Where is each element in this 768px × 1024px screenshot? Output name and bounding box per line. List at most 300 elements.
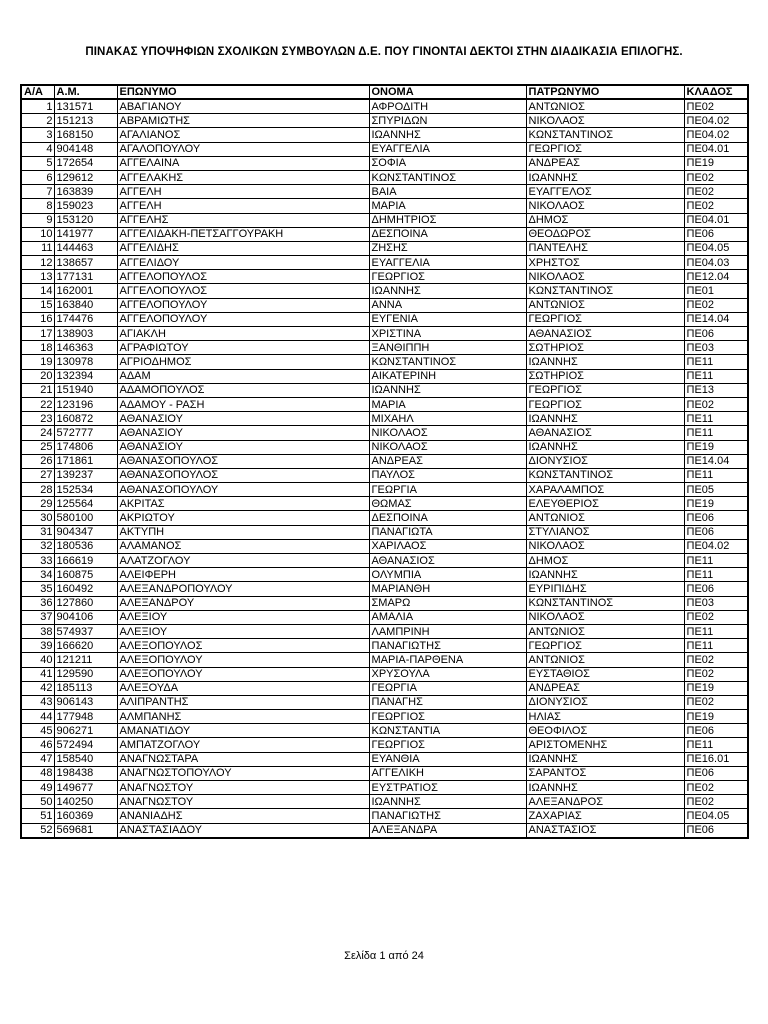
cell-surname: ΑΛΕΞΟΠΟΥΛΟΥ [117,653,369,667]
cell-branch: ΠΕ19 [684,710,748,724]
cell-am: 580100 [54,511,117,525]
cell-branch: ΠΕ19 [684,497,748,511]
cell-aa: 18 [21,341,54,355]
cell-name: ΜΙΧΑΗΛ [369,412,526,426]
cell-name: ΚΩΝΣΤΑΝΤΙΑ [369,724,526,738]
cell-branch: ΠΕ06 [684,525,748,539]
cell-name: ΓΕΩΡΓΙΟΣ [369,710,526,724]
cell-patronymic: ΑΛΕΞΑΝΔΡΟΣ [526,795,684,809]
cell-am: 160369 [54,809,117,823]
cell-patronymic: ΣΤΥΛΙΑΝΟΣ [526,525,684,539]
cell-am: 163840 [54,298,117,312]
cell-name: ΑΦΡΟΔΙΤΗ [369,99,526,114]
cell-aa: 49 [21,781,54,795]
cell-am: 166619 [54,554,117,568]
cell-name: ΕΥΑΓΓΕΛΙΑ [369,142,526,156]
cell-surname: ΑΛΕΞΙΟΥ [117,610,369,624]
table-row [21,383,748,397]
cell-surname: ΑΛΕΞΑΝΔΡΟΥ [117,596,369,610]
cell-surname: ΑΘΑΝΑΣΟΠΟΥΛΟΥ [117,483,369,497]
cell-am: 160875 [54,568,117,582]
cell-am: 159023 [54,199,117,213]
cell-patronymic: ΙΩΑΝΝΗΣ [526,170,684,184]
col-header-branch: ΚΛΑΔΟΣ [684,85,748,99]
cell-surname: ΑΓΓΕΛΟΠΟΥΛΟΥ [117,312,369,326]
table-row [21,681,748,695]
table-row [21,327,748,341]
document-title: ΠΙΝΑΚΑΣ ΥΠΟΨΗΦΙΩΝ ΣΧΟΛΙΚΩΝ ΣΥΜΒΟΥΛΩΝ Δ.Ε. ΠΟΥ ΓΙΝΟΝΤΑΙ ΔΕΚΤΟΙ ΣΤΗΝ ΔΙΑΔΙΚΑΣΙΑ ΕΠΙΛΟΓΗΣ. [85,46,683,58]
cell-am: 198438 [54,766,117,780]
cell-patronymic: ΘΕΟΦΙΛΟΣ [526,724,684,738]
table-row [21,511,748,525]
cell-patronymic: ΔΗΜΟΣ [526,213,684,227]
cell-am: 569681 [54,823,117,838]
cell-branch: ΠΕ06 [684,766,748,780]
cell-aa: 22 [21,397,54,411]
cell-am: 140250 [54,795,117,809]
cell-am: 129590 [54,667,117,681]
cell-surname: ΑΘΑΝΑΣΟΠΟΥΛΟΣ [117,454,369,468]
cell-surname: ΑΚΤΥΠΗ [117,525,369,539]
cell-surname: ΑΛΕΙΦΕΡΗ [117,568,369,582]
cell-patronymic: ΝΙΚΟΛΑΟΣ [526,270,684,284]
cell-aa: 36 [21,596,54,610]
cell-surname: ΑΓΓΕΛΙΔΟΥ [117,256,369,270]
cell-aa: 25 [21,440,54,454]
cell-aa: 37 [21,610,54,624]
cell-name: ΚΩΝΣΤΑΝΤΙΝΟΣ [369,170,526,184]
cell-branch: ΠΕ06 [684,823,748,838]
cell-patronymic: ΣΩΤΗΡΙΟΣ [526,341,684,355]
cell-branch: ΠΕ04.01 [684,213,748,227]
cell-aa: 23 [21,412,54,426]
cell-patronymic: ΓΕΩΡΓΙΟΣ [526,397,684,411]
cell-aa: 28 [21,483,54,497]
cell-surname: ΑΜΠΑΤΖΟΓΛΟΥ [117,738,369,752]
cell-aa: 13 [21,270,54,284]
cell-branch: ΠΕ19 [684,156,748,170]
cell-name: ΚΩΝΣΤΑΝΤΙΝΟΣ [369,355,526,369]
cell-aa: 20 [21,369,54,383]
cell-am: 904106 [54,610,117,624]
cell-branch: ΠΕ11 [684,355,748,369]
cell-name: ΣΜΑΡΩ [369,596,526,610]
cell-name: ΝΙΚΟΛΑΟΣ [369,426,526,440]
cell-am: 174476 [54,312,117,326]
cell-am: 129612 [54,170,117,184]
table-row [21,568,748,582]
cell-branch: ΠΕ02 [684,99,748,114]
table-row [21,809,748,823]
table-row [21,724,748,738]
cell-am: 904347 [54,525,117,539]
table-row [21,539,748,553]
table-row [21,582,748,596]
cell-name: ΑΛΕΞΑΝΔΡΑ [369,823,526,838]
col-header-am: Α.Μ. [54,85,117,99]
cell-aa: 19 [21,355,54,369]
cell-branch: ΠΕ06 [684,327,748,341]
cell-surname: ΑΒΡΑΜΙΩΤΗΣ [117,114,369,128]
table-row [21,256,748,270]
cell-name: ΧΑΡΙΛΑΟΣ [369,539,526,553]
cell-aa: 50 [21,795,54,809]
cell-am: 131571 [54,99,117,114]
cell-surname: ΑΓΑΛΟΠΟΥΛΟΥ [117,142,369,156]
cell-aa: 30 [21,511,54,525]
cell-aa: 14 [21,284,54,298]
cell-surname: ΑΚΡΙΩΤΟΥ [117,511,369,525]
cell-surname: ΑΔΑΜΟΠΟΥΛΟΣ [117,383,369,397]
cell-surname: ΑΓΑΛΙΑΝΟΣ [117,128,369,142]
cell-aa: 44 [21,710,54,724]
cell-am: 572494 [54,738,117,752]
cell-surname: ΑΛΕΞΙΟΥ [117,624,369,638]
cell-am: 180536 [54,539,117,553]
cell-name: ΜΑΡΙΑ-ΠΑΡΘΕΝΑ [369,653,526,667]
cell-branch: ΠΕ02 [684,695,748,709]
table-row [21,241,748,255]
cell-branch: ΠΕ03 [684,341,748,355]
cell-aa: 16 [21,312,54,326]
cell-am: 127860 [54,596,117,610]
cell-aa: 46 [21,738,54,752]
cell-branch: ΠΕ11 [684,412,748,426]
cell-name: ΟΛΥΜΠΙΑ [369,568,526,582]
cell-branch: ΠΕ02 [684,298,748,312]
cell-patronymic: ΑΝΑΣΤΑΣΙΟΣ [526,823,684,838]
table-row [21,298,748,312]
table-row [21,142,748,156]
cell-aa: 3 [21,128,54,142]
table-row [21,610,748,624]
cell-surname: ΑΓΓΕΛΗ [117,199,369,213]
table-row [21,397,748,411]
cell-name: ΕΥΑΓΓΕΛΙΑ [369,256,526,270]
cell-patronymic: ΠΑΝΤΕΛΗΣ [526,241,684,255]
cell-am: 149677 [54,781,117,795]
cell-aa: 38 [21,624,54,638]
cell-am: 138657 [54,256,117,270]
table-row [21,99,748,114]
cell-branch: ΠΕ11 [684,554,748,568]
cell-am: 146363 [54,341,117,355]
cell-aa: 9 [21,213,54,227]
col-header-name: ΟΝΟΜΑ [369,85,526,99]
cell-surname: ΑΓΓΕΛΑΙΝΑ [117,156,369,170]
table-row [21,483,748,497]
cell-branch: ΠΕ04.02 [684,128,748,142]
cell-patronymic: ΔΙΟΝΥΣΙΟΣ [526,454,684,468]
cell-aa: 24 [21,426,54,440]
cell-aa: 35 [21,582,54,596]
cell-patronymic: ΧΑΡΑΛΑΜΠΟΣ [526,483,684,497]
cell-am: 572777 [54,426,117,440]
cell-aa: 7 [21,185,54,199]
cell-name: ΙΩΑΝΝΗΣ [369,383,526,397]
cell-branch: ΠΕ04.02 [684,539,748,553]
cell-am: 168150 [54,128,117,142]
cell-surname: ΑΝΑΓΝΩΣΤΑΡΑ [117,752,369,766]
cell-patronymic: ΕΥΡΙΠΙΔΗΣ [526,582,684,596]
cell-am: 160492 [54,582,117,596]
cell-patronymic: ΙΩΑΝΝΗΣ [526,355,684,369]
cell-patronymic: ΚΩΝΣΤΑΝΤΙΝΟΣ [526,596,684,610]
cell-branch: ΠΕ02 [684,667,748,681]
cell-am: 158540 [54,752,117,766]
cell-am: 177131 [54,270,117,284]
cell-branch: ΠΕ11 [684,468,748,482]
cell-surname: ΑΓΓΕΛΟΠΟΥΛΟΥ [117,298,369,312]
cell-name: ΣΠΥΡΙΔΩΝ [369,114,526,128]
cell-branch: ΠΕ03 [684,596,748,610]
table-row [21,766,748,780]
cell-branch: ΠΕ02 [684,199,748,213]
table-row [21,170,748,184]
cell-name: ΓΕΩΡΓΙΟΣ [369,738,526,752]
cell-name: ΔΕΣΠΟΙΝΑ [369,227,526,241]
cell-branch: ΠΕ16.01 [684,752,748,766]
table-row [21,355,748,369]
table-row [21,426,748,440]
cell-surname: ΑΓΡΑΦΙΩΤΟΥ [117,341,369,355]
cell-surname: ΑΛΕΞΑΝΔΡΟΠΟΥΛΟΥ [117,582,369,596]
cell-am: 141977 [54,227,117,241]
cell-am: 121211 [54,653,117,667]
cell-am: 174806 [54,440,117,454]
cell-name: ΕΥΣΤΡΑΤΙΟΣ [369,781,526,795]
cell-surname: ΑΘΑΝΑΣΙΟΥ [117,412,369,426]
cell-name: ΠΑΝΑΓΙΩΤΗΣ [369,639,526,653]
cell-aa: 6 [21,170,54,184]
cell-surname: ΑΝΑΝΙΑΔΗΣ [117,809,369,823]
cell-aa: 33 [21,554,54,568]
cell-am: 138903 [54,327,117,341]
cell-patronymic: ΓΕΩΡΓΙΟΣ [526,142,684,156]
cell-aa: 34 [21,568,54,582]
cell-am: 123196 [54,397,117,411]
table-row [21,412,748,426]
cell-name: ΠΑΝΑΓΗΣ [369,695,526,709]
cell-patronymic: ΓΕΩΡΓΙΟΣ [526,639,684,653]
cell-branch: ΠΕ02 [684,170,748,184]
cell-branch: ΠΕ11 [684,568,748,582]
cell-branch: ΠΕ19 [684,440,748,454]
cell-patronymic: ΑΝΔΡΕΑΣ [526,156,684,170]
table-row [21,667,748,681]
cell-name: ΣΟΦΙΑ [369,156,526,170]
cell-am: 171861 [54,454,117,468]
cell-surname: ΑΓΙΑΚΛΗ [117,327,369,341]
cell-aa: 5 [21,156,54,170]
cell-am: 163839 [54,185,117,199]
cell-name: ΙΩΑΝΝΗΣ [369,795,526,809]
cell-patronymic: ΙΩΑΝΝΗΣ [526,412,684,426]
cell-surname: ΑΝΑΣΤΑΣΙΑΔΟΥ [117,823,369,838]
cell-name: ΧΡΥΣΟΥΛΑ [369,667,526,681]
cell-am: 125564 [54,497,117,511]
cell-aa: 47 [21,752,54,766]
cell-patronymic: ΑΘΑΝΑΣΙΟΣ [526,327,684,341]
table-row [21,284,748,298]
cell-am: 151213 [54,114,117,128]
cell-name: ΧΡΙΣΤΙΝΑ [369,327,526,341]
cell-surname: ΑΓΓΕΛΗ [117,185,369,199]
cell-aa: 11 [21,241,54,255]
cell-aa: 41 [21,667,54,681]
table-header [21,85,748,99]
cell-am: 153120 [54,213,117,227]
cell-surname: ΑΓΓΕΛΙΔΗΣ [117,241,369,255]
cell-branch: ΠΕ02 [684,781,748,795]
cell-name: ΑΝΔΡΕΑΣ [369,454,526,468]
cell-am: 177948 [54,710,117,724]
cell-am: 152534 [54,483,117,497]
cell-branch: ΠΕ04.01 [684,142,748,156]
cell-branch: ΠΕ11 [684,639,748,653]
cell-branch: ΠΕ06 [684,582,748,596]
table-row [21,128,748,142]
cell-am: 906271 [54,724,117,738]
cell-aa: 8 [21,199,54,213]
table-row [21,227,748,241]
cell-surname: ΑΛΕΞΟΠΟΥΛΟΣ [117,639,369,653]
cell-aa: 45 [21,724,54,738]
cell-name: ΖΗΣΗΣ [369,241,526,255]
cell-aa: 26 [21,454,54,468]
cell-am: 906143 [54,695,117,709]
cell-name: ΑΓΓΕΛΙΚΗ [369,766,526,780]
cell-aa: 52 [21,823,54,838]
cell-surname: ΑΛΙΠΡΑΝΤΗΣ [117,695,369,709]
col-header-patronymic: ΠΑΤΡΩΝΥΜΟ [526,85,684,99]
cell-aa: 42 [21,681,54,695]
cell-aa: 39 [21,639,54,653]
cell-surname: ΑΛΕΞΟΠΟΥΛΟΥ [117,667,369,681]
table-row [21,596,748,610]
cell-aa: 29 [21,497,54,511]
cell-aa: 10 [21,227,54,241]
cell-surname: ΑΛΑΜΑΝΟΣ [117,539,369,553]
cell-surname: ΑΔΑΜ [117,369,369,383]
cell-patronymic: ΣΩΤΗΡΙΟΣ [526,369,684,383]
cell-patronymic: ΚΩΝΣΤΑΝΤΙΝΟΣ [526,468,684,482]
cell-patronymic: ΚΩΝΣΤΑΝΤΙΝΟΣ [526,128,684,142]
cell-branch: ΠΕ11 [684,624,748,638]
cell-surname: ΑΘΑΝΑΣΙΟΥ [117,426,369,440]
cell-name: ΑΜΑΛΙΑ [369,610,526,624]
cell-surname: ΑΝΑΓΝΩΣΤΟΠΟΥΛΟΥ [117,766,369,780]
col-header-aa: Α/Α [21,85,54,99]
cell-name: ΕΥΓΕΝΙΑ [369,312,526,326]
table-row [21,497,748,511]
cell-branch: ΠΕ02 [684,610,748,624]
table-row [21,369,748,383]
cell-aa: 1 [21,99,54,114]
table-row [21,199,748,213]
cell-patronymic: ΝΙΚΟΛΑΟΣ [526,539,684,553]
cell-branch: ΠΕ02 [684,653,748,667]
cell-branch: ΠΕ06 [684,511,748,525]
cell-patronymic: ΑΝΤΩΝΙΟΣ [526,511,684,525]
cell-surname: ΑΓΓΕΛΟΠΟΥΛΟΣ [117,284,369,298]
cell-aa: 15 [21,298,54,312]
cell-aa: 17 [21,327,54,341]
table-row [21,454,748,468]
cell-am: 151940 [54,383,117,397]
cell-aa: 31 [21,525,54,539]
cell-surname: ΑΛΑΤΖΟΓΛΟΥ [117,554,369,568]
cell-branch: ΠΕ13 [684,383,748,397]
cell-surname: ΑΘΑΝΑΣΙΟΥ [117,440,369,454]
cell-am: 162001 [54,284,117,298]
cell-patronymic: ΝΙΚΟΛΑΟΣ [526,199,684,213]
table-row [21,525,748,539]
cell-aa: 51 [21,809,54,823]
cell-surname: ΑΜΑΝΑΤΙΔΟΥ [117,724,369,738]
header-row [21,85,748,99]
cell-patronymic: ΑΝΔΡΕΑΣ [526,681,684,695]
cell-aa: 21 [21,383,54,397]
cell-am: 130978 [54,355,117,369]
cell-am: 139237 [54,468,117,482]
cell-am: 904148 [54,142,117,156]
cell-name: ΝΙΚΟΛΑΟΣ [369,440,526,454]
table-row [21,213,748,227]
table-row [21,752,748,766]
cell-patronymic: ΘΕΟΔΩΡΟΣ [526,227,684,241]
cell-branch: ΠΕ11 [684,369,748,383]
cell-surname: ΑΚΡΙΤΑΣ [117,497,369,511]
cell-name: ΘΩΜΑΣ [369,497,526,511]
cell-patronymic: ΚΩΝΣΤΑΝΤΙΝΟΣ [526,284,684,298]
cell-surname: ΑΓΓΕΛΗΣ [117,213,369,227]
table-row [21,738,748,752]
cell-surname: ΑΛΕΞΟΥΔΑ [117,681,369,695]
cell-patronymic: ΔΗΜΟΣ [526,554,684,568]
cell-patronymic: ΑΡΙΣΤΟΜΕΝΗΣ [526,738,684,752]
cell-branch: ΠΕ14.04 [684,312,748,326]
table-row [21,440,748,454]
cell-am: 160872 [54,412,117,426]
cell-name: ΒΑΙΑ [369,185,526,199]
cell-surname: ΑΛΜΠΑΝΗΣ [117,710,369,724]
cell-patronymic: ΓΕΩΡΓΙΟΣ [526,312,684,326]
cell-surname: ΑΝΑΓΝΩΣΤΟΥ [117,781,369,795]
cell-name: ΑΘΑΝΑΣΙΟΣ [369,554,526,568]
cell-surname: ΑΒΑΓΙΑΝΟΥ [117,99,369,114]
cell-branch: ΠΕ02 [684,397,748,411]
cell-surname: ΑΓΓΕΛΟΠΟΥΛΟΣ [117,270,369,284]
cell-patronymic: ΕΥΣΤΑΘΙΟΣ [526,667,684,681]
cell-patronymic: ΝΙΚΟΛΑΟΣ [526,114,684,128]
cell-name: ΔΗΜΗΤΡΙΟΣ [369,213,526,227]
cell-name: ΙΩΑΝΝΗΣ [369,284,526,298]
cell-patronymic: ΓΕΩΡΓΙΟΣ [526,383,684,397]
cell-am: 172654 [54,156,117,170]
cell-branch: ΠΕ11 [684,738,748,752]
cell-name: ΓΕΩΡΓΙΟΣ [369,270,526,284]
cell-name: ΜΑΡΙΑΝΘΗ [369,582,526,596]
cell-surname: ΑΝΑΓΝΩΣΤΟΥ [117,795,369,809]
cell-name: ΔΕΣΠΟΙΝΑ [369,511,526,525]
cell-patronymic: ΑΝΤΩΝΙΟΣ [526,653,684,667]
cell-name: ΜΑΡΙΑ [369,397,526,411]
cell-aa: 4 [21,142,54,156]
cell-name: ΞΑΝΘΙΠΠΗ [369,341,526,355]
cell-patronymic: ΑΘΑΝΑΣΙΟΣ [526,426,684,440]
cell-branch: ΠΕ02 [684,185,748,199]
